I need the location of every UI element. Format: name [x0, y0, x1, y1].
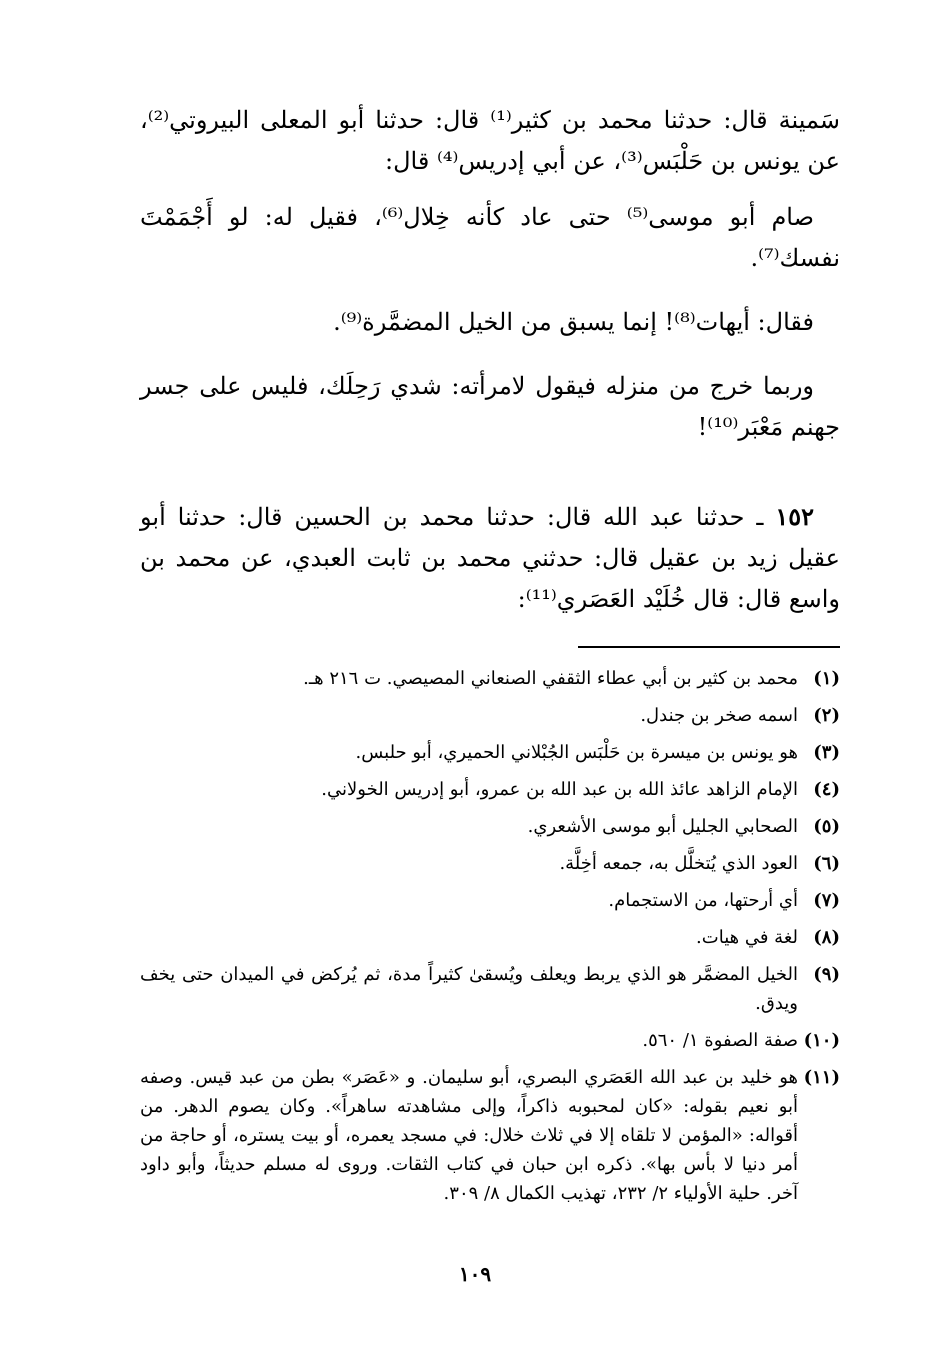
- footnote: [140, 923, 840, 952]
- footnote: [140, 812, 840, 841]
- footnotes: [140, 664, 840, 1208]
- footnote-text: محمد بن كثير بن أبي عطاء الثقفي الصنعاني المصيصي. ت ٢١٦ هـ.: [303, 668, 798, 689]
- footnote-number: (٦): [813, 853, 840, 874]
- footnote: [140, 1026, 840, 1055]
- footnote-divider: [578, 646, 840, 648]
- footnote-text: صفة الصفوة ١/ ٥٦٠.: [642, 1030, 798, 1051]
- footnote: [140, 775, 840, 804]
- footnote: [140, 886, 840, 915]
- footnote-text: لغة في هيات.: [696, 927, 798, 948]
- footnote: [140, 738, 840, 767]
- main-text: [140, 100, 840, 620]
- footnote: [140, 1063, 840, 1208]
- footnote-number: (٧): [813, 890, 840, 911]
- footnote-text: الإمام الزاهد عائذ الله بن عبد الله بن عمرو، أبو إدريس الخولاني.: [321, 779, 798, 800]
- footnote-number: (٩): [813, 964, 840, 985]
- footnote: [140, 960, 840, 1018]
- paragraph-2: صام أبو موسى⁽⁵⁾ حتى عاد كأنه خِلال⁽⁶⁾، فقيل له: لو أَجْمَمْتَ نفسك⁽⁷⁾.: [140, 203, 840, 272]
- footnote-text: أي أرحتها، من الاستجمام.: [608, 890, 798, 911]
- footnote: [140, 849, 840, 878]
- page-number: ١٠٩: [458, 1262, 492, 1286]
- footnote-text: العود الذي يُتخلَّل به، جمعه أخِلَّة.: [559, 853, 798, 874]
- footnote-number: (٨): [813, 927, 840, 948]
- footnote-number: (١): [813, 668, 840, 689]
- paragraph-3: فقال: أيهات⁽⁸⁾! إنما يسبق من الخيل المضمَّرة⁽⁹⁾.: [333, 308, 814, 336]
- hadith-text: ـ حدثنا عبد الله قال: حدثنا محمد بن الحسين قال: حدثنا أبو عقيل زيد بن عقيل قال: حدثني محمد بن ثابت العبدي، عن محمد بن واسع قال: قال خُلَيْد العَصَري⁽¹¹⁾:: [140, 503, 840, 613]
- footnote-number: (١٠): [803, 1030, 840, 1051]
- paragraph-1: سَمينة قال: حدثنا محمد بن كثير⁽¹⁾ قال: حدثنا أبو المعلى البيروتي⁽²⁾، عن يونس بن حَلْبَس⁽³⁾، عن أبي إدريس⁽⁴⁾ قال:: [140, 106, 840, 175]
- hadith-paragraph: [140, 496, 840, 620]
- footnote-number: (٤): [813, 779, 840, 800]
- footnote-text: هو يونس بن ميسرة بن حَلْبَس الجُبْلاني الحميري، أبو حلبس.: [355, 742, 798, 763]
- footnote: [140, 664, 840, 693]
- hadith-number: ١٥٢: [775, 502, 814, 531]
- footnote-text: اسمه صخر بن جندل.: [640, 705, 798, 726]
- paragraph-4: وربما خرج من منزله فيقول لامرأته: شدي رَحِلَك، فليس على جسر جهنم مَعْبَر⁽¹⁰⁾!: [140, 372, 840, 441]
- footnote-number: (٥): [813, 816, 840, 837]
- footnote: [140, 701, 840, 730]
- footnote-text: هو خليد بن عبد الله العَصَري البصري، أبو سليمان. و «عَصَر» بطن من عبد قيس. وصفه أبو نعيم بقوله: «كان لمحبوبه ذاكراً، وإلى مشاهدته ساهراً». وكان يصوم الدهر. من أقواله: «المؤمن لا تلقاه إلا في ثلاث خلال: في مسجد يعمره، أو بيت يستره، أو حاجة من أمر دنيا لا بأس بها». ذكره ابن حبان في كتاب الثقات. وروى له مسلم حديثاً، وأبو داود آخر. حلية الأولياء ٢/ ٢٣٢، تهذيب الكمال ٨/ ٣٠٩.: [140, 1067, 798, 1204]
- footnote-text: الصحابي الجليل أبو موسى الأشعري.: [527, 816, 798, 837]
- footnote-number: (١١): [803, 1067, 840, 1088]
- footnote-number: (٣): [813, 742, 840, 763]
- footnote-text: الخيل المضمَّر هو الذي يربط ويعلف ويُسقىٰ كثيراً مدة، ثم يُركض في الميدان حتى يخف ويدق.: [140, 964, 798, 1014]
- footnote-number: (٢): [813, 705, 840, 726]
